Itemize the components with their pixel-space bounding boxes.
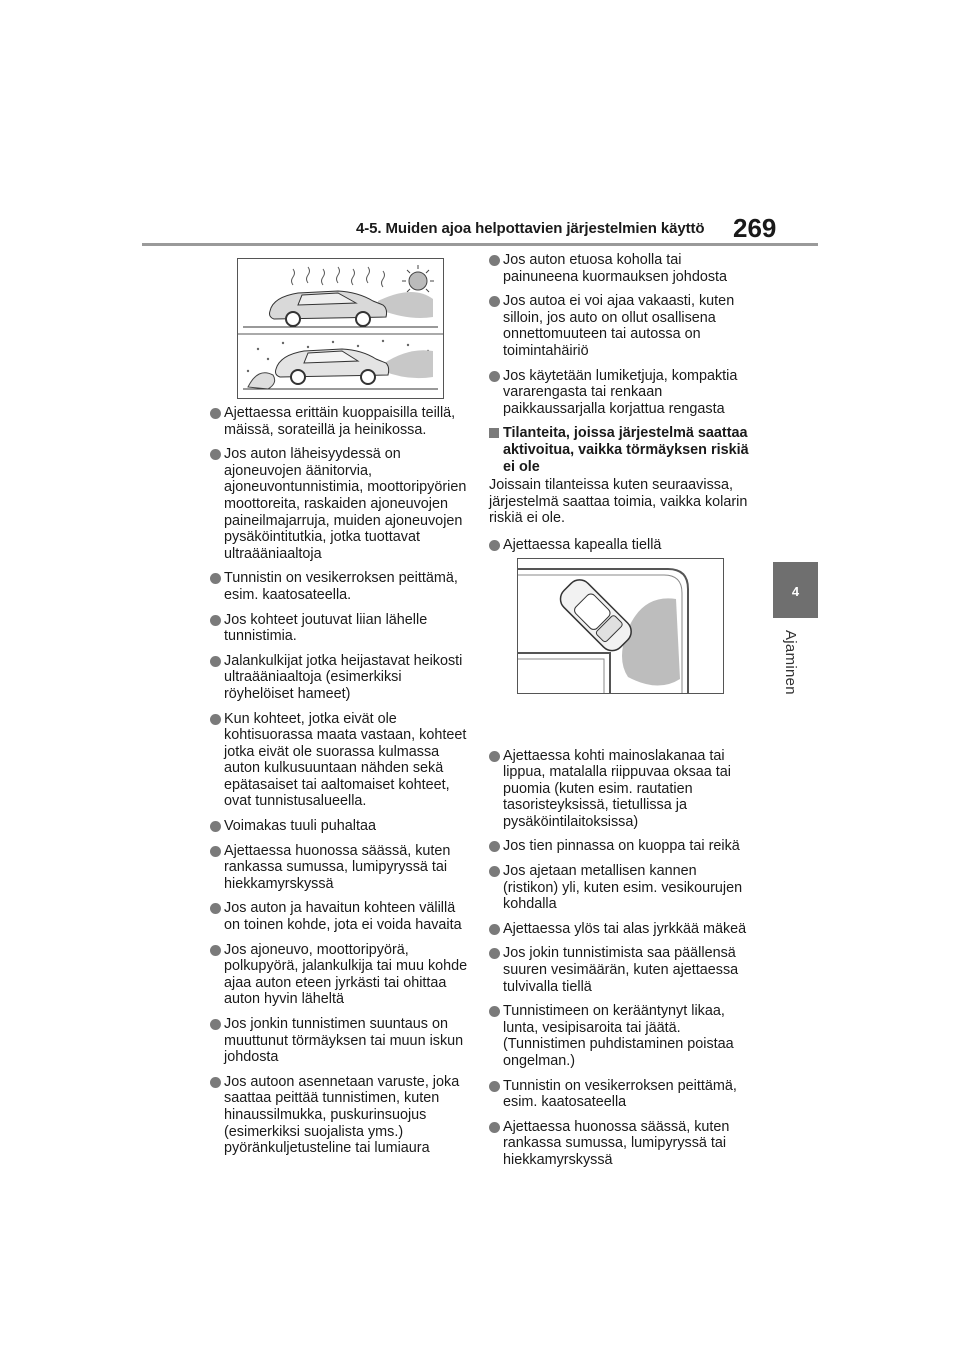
bullet-icon: [489, 751, 500, 762]
list-item: [210, 405, 472, 438]
list-item: [489, 945, 751, 995]
list-item-text: Jos auton etuosa koholla tai painuneena kuormauksen johdosta: [503, 252, 728, 285]
list-item: [210, 653, 472, 703]
list-item: [210, 612, 472, 645]
list-item-text: Tunnistin on vesikerroksen peittämä, esim. kaatosateella.: [224, 570, 458, 603]
list-item-text: Jos auton läheisyydessä on ajoneuvojen äänitorvia, ajoneuvontunnistimia, moottoripyörien moottoreita, raskaiden ajoneuvojen paineilmajarruja, muiden ajoneuvojen pysäköintitutkia, jotka tuottavat ultraääniaaltoja: [224, 446, 467, 562]
list-item-text: Ajettaessa ylös tai alas jyrkkää mäkeä: [503, 920, 747, 937]
page-number: 269: [733, 213, 777, 243]
list-item: [489, 838, 751, 855]
bullet-icon: [489, 1006, 500, 1017]
list-item: [489, 1003, 751, 1069]
list-item: [210, 1016, 472, 1066]
list-item-text: Jos auton ja havaitun kohteen välillä on toinen kohde, jota ei voida havaita: [224, 900, 462, 934]
list-item: [210, 818, 472, 835]
list-item-text: Tunnistimeen on kerääntynyt likaa, lunta, vesipisaroita tai jäätä. (Tunnistimen puhdistaminen poistaa ongelman.): [503, 1003, 734, 1069]
list-item-text: Jos autoa ei voi ajaa vakaasti, kuten silloin, jos auto on ollut osallisena onnettomuuteen tai autossa on toimintahäiriö: [503, 293, 735, 359]
narrow-road-illustration: [517, 558, 724, 694]
bullet-icon: [210, 1019, 221, 1030]
list-item-text: Jalankulkijat jotka heijastavat heikosti ultraääniaaltoja (esimerkiksi röyhelöiset hameet): [224, 652, 463, 702]
section-heading-text: Tilanteita, joissa järjestelmä saattaa aktivoitua, vaikka törmäyksen riskiä ei ole: [503, 425, 749, 475]
list-item-text: Jos ajoneuvo, moottoripyörä, polkupyörä, jalankulkija tai muu kohde ajaa auton eteen jyrkästi tai ohittaa auton hyvin läheltä: [224, 941, 468, 1008]
list-item-text: Ajettaessa erittäin kuoppaisilla teillä, mäissä, sorateillä ja heinikossa.: [224, 405, 456, 438]
list-item: [489, 863, 751, 913]
weather-cars-image: [238, 259, 443, 398]
list-item-text: Voimakas tuuli puhaltaa: [224, 818, 377, 835]
bullet-icon: [489, 1081, 500, 1092]
list-item-text: Jos jonkin tunnistimen suuntaus on muuttunut törmäyksen tai muun iskun johdosta: [224, 1016, 464, 1066]
list-item-text: Ajettaessa huonossa säässä, kuten rankassa sumussa, lumipyryssä tai hiekkamyrskyssä: [224, 842, 451, 892]
list-item: [210, 843, 472, 893]
list-item-text: Jos ajetaan metallisen kannen (ristikon) yli, kuten esim. vesikourujen kohdalla: [503, 863, 743, 913]
list-item: [210, 711, 472, 811]
bullet-icon: [210, 408, 221, 419]
list-item: [489, 293, 751, 359]
bullet-icon: [489, 371, 500, 382]
right-column: [489, 252, 751, 1177]
bullet-icon: [489, 948, 500, 959]
bullet-icon: [489, 540, 500, 551]
bullet-icon: [489, 866, 500, 877]
bullet-icon: [489, 296, 500, 307]
bullet-icon: [210, 1077, 221, 1088]
list-item: [489, 921, 751, 938]
bullet-icon: [489, 841, 500, 852]
list-item: [489, 1078, 751, 1111]
list-item: [210, 570, 472, 603]
list-item-text: Ajettaessa kapealla tiellä: [503, 536, 662, 553]
list-item: [210, 942, 472, 1008]
square-bullet-icon: [489, 428, 499, 438]
section-heading: [489, 425, 751, 475]
bullet-icon: [489, 1122, 500, 1133]
list-item: [210, 446, 472, 562]
weather-illustration: [237, 258, 444, 399]
narrow-road-image: [518, 559, 723, 693]
section-title: 4-5. Muiden ajoa helpottavien järjestelmien käyttö: [356, 220, 705, 237]
chapter-number: 4: [791, 584, 800, 599]
bullet-icon: [210, 846, 221, 857]
intro-paragraph: Joissain tilanteissa kuten seuraavissa, järjestelmä saattaa toimia, vaikka kolarin riskiä ei ole.: [489, 477, 748, 527]
bullet-icon: [210, 945, 221, 956]
bullet-icon: [489, 924, 500, 935]
list-item-text: Jos autoon asennetaan varuste, joka saattaa peittää tunnistimen, kuten hinaussilmukka, puskurinsuojus (esimerkiksi suojalista yms.) pyöränkuljetusteline tai lumiaura: [224, 1073, 460, 1157]
bullet-icon: [210, 615, 221, 626]
list-item-text: Tunnistin on vesikerroksen peittämä, esim. kaatosateella: [503, 1077, 737, 1111]
list-item-text: Ajettaessa huonossa säässä, kuten rankassa sumussa, lumipyryssä tai hiekkamyrskyssä: [503, 1118, 730, 1168]
bullet-icon: [210, 714, 221, 725]
list-item-text: Jos käytetään lumiketjuja, kompaktia vararengasta tai renkaan paikkaussarjalla korjattua rengasta: [503, 367, 738, 417]
list-item-text: Jos kohteet joutuvat liian lähelle tunnistimia.: [224, 611, 428, 645]
list-item: [489, 537, 751, 554]
chapter-label: Ajaminen: [782, 630, 799, 695]
chapter-tab: [773, 562, 818, 618]
list-item: [210, 900, 472, 933]
bullet-icon: [210, 573, 221, 584]
bullet-icon: [210, 821, 221, 832]
list-item: [210, 1074, 472, 1157]
list-item: [489, 368, 751, 418]
bullet-icon: [489, 255, 500, 266]
bullet-icon: [210, 656, 221, 667]
left-column: [210, 405, 472, 1165]
bullet-icon: [210, 903, 221, 914]
list-item-text: Kun kohteet, jotka eivät ole kohtisuorassa maata vastaan, kohteet jotka eivät ole suorassa kulmassa auton kulkusuuntaan nähden sekä epätasaiset tai aaltomaiset kohteet, ovat tunnistusalueella.: [224, 710, 467, 810]
list-item: [489, 748, 751, 831]
list-item-text: Ajettaessa kohti mainoslakanaa tai lippua, matalalla riippuvaa oksaa tai puomia (kuten esim. rautatien tasoristeyksissä, tietullissa ja pysäköintilaitoksissa): [503, 747, 731, 830]
bullet-icon: [210, 449, 221, 460]
list-item: [489, 1119, 751, 1169]
list-item: [489, 252, 751, 285]
header-rule: [142, 243, 818, 246]
list-item-text: Jos jokin tunnistimista saa päällensä suuren vesimäärän, kuten ajettaessa tulvivalla tiellä: [503, 945, 739, 995]
list-item-text: Jos tien pinnassa on kuoppa tai reikä: [503, 838, 740, 855]
